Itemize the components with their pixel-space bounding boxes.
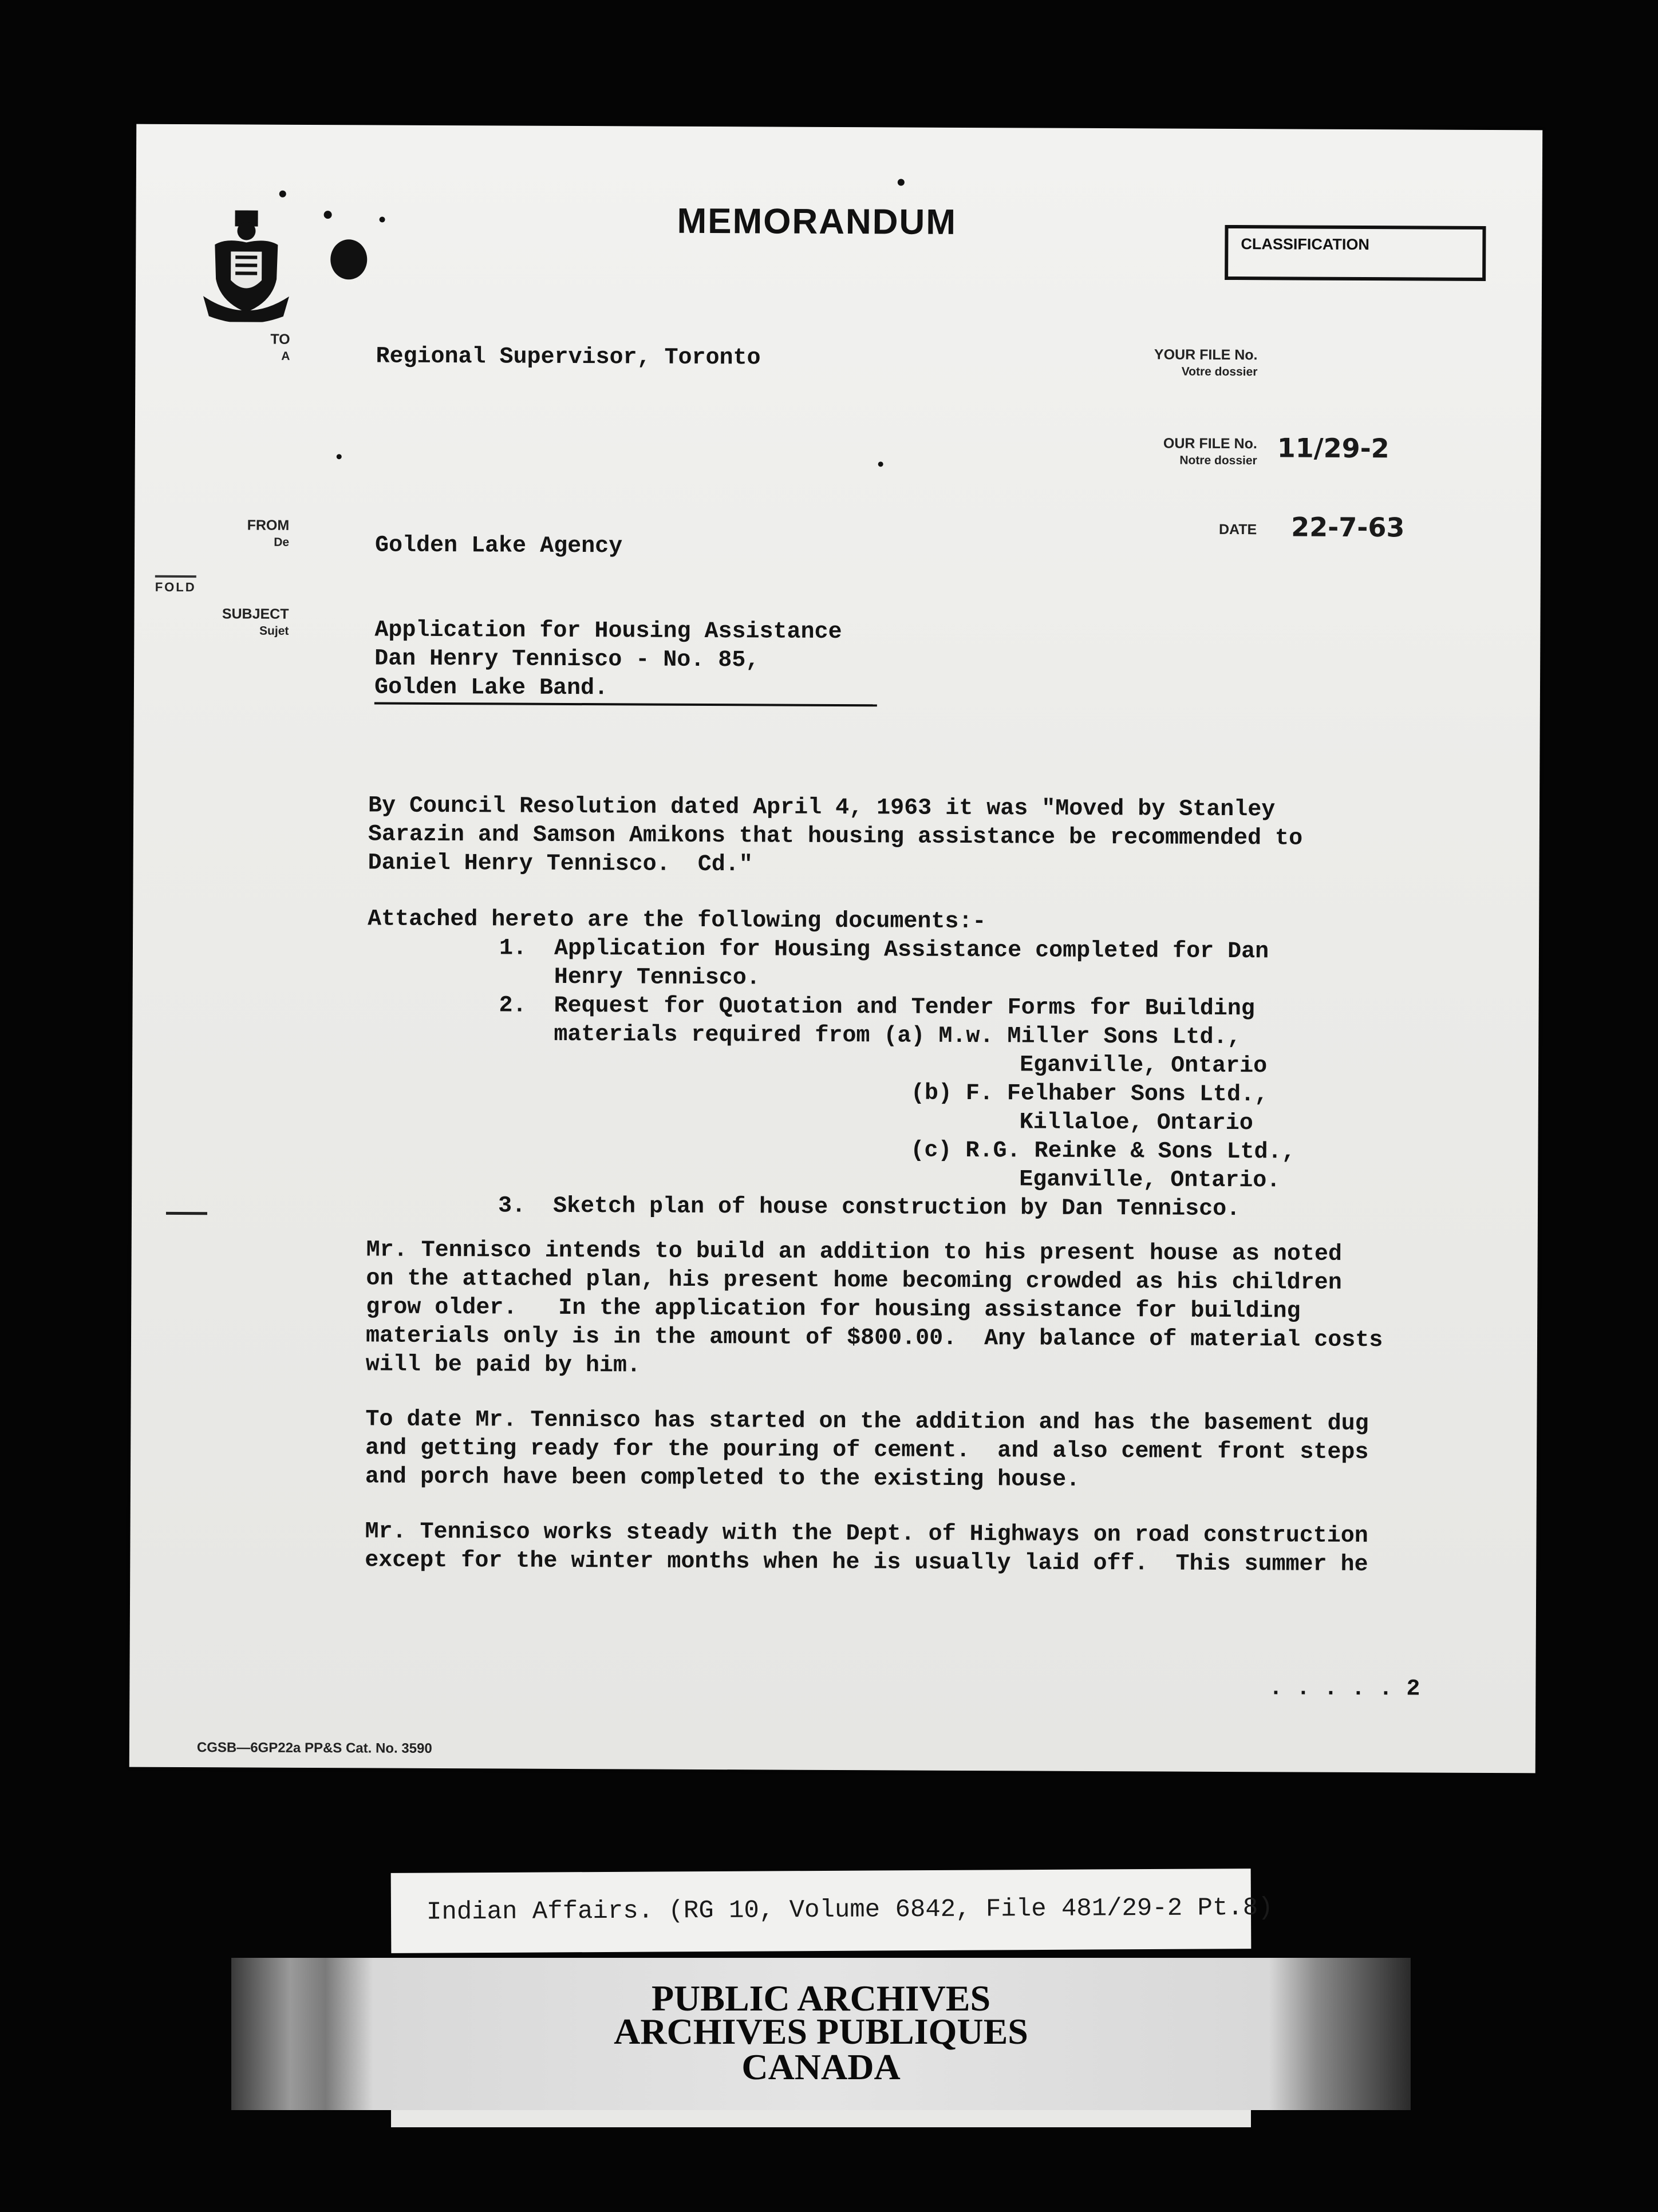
attachments-list [366, 934, 1384, 1224]
ink-spot [337, 454, 342, 459]
body-line: Sarazin and Samson Amikons that housing assistance be recommended to [368, 821, 1303, 852]
public-archives-stamp [231, 1958, 1411, 2110]
ink-spot [898, 179, 905, 185]
our-file-label: OUR FILE No. Notre dossier [1163, 435, 1257, 468]
body-line: except for the winter months when he is usually laid off. This summer he [365, 1547, 1368, 1578]
subject-block [374, 616, 878, 706]
your-file-label: YOUR FILE No. Votre dossier [1154, 346, 1258, 379]
stamp-line: CANADA [741, 2047, 901, 2087]
list-item: 3. Sketch plan of house construction by Dan Tennisco. [498, 1193, 1241, 1223]
from-value: Golden Lake Agency [374, 532, 623, 560]
list-item: Eganville, Ontario [1020, 1052, 1268, 1080]
list-item: Killaloe, Ontario [1019, 1109, 1253, 1137]
body-line: and getting ready for the pouring of cement. and also cement front steps [365, 1435, 1369, 1466]
ink-spot [279, 191, 286, 198]
list-item: Eganville, Ontario. [1019, 1167, 1281, 1194]
list-item: (c) R.G. Reinke & Sons Ltd., [910, 1137, 1296, 1166]
memo-title: MEMORANDUM [677, 201, 957, 242]
body-line: will be paid by him. [365, 1352, 641, 1379]
body-line: To date Mr. Tennisco has started on the addition and has the basement dug [365, 1407, 1369, 1437]
memo-body [365, 792, 1385, 1579]
subject-line: Dan Henry Tennisco - No. 85, [374, 646, 760, 674]
margin-dash [166, 1212, 207, 1215]
ink-spot [324, 211, 332, 219]
date-value: 22-7-63 [1291, 511, 1405, 543]
stamp-strip-bottom [391, 2110, 1251, 2127]
body-line: Daniel Henry Tennisco. Cd." [368, 850, 753, 878]
fold-mark: FOLD [155, 575, 196, 595]
classification-box [1225, 225, 1486, 281]
list-item: 2. Request for Quotation and Tender Forms for Building [499, 993, 1255, 1022]
list-item: 1. Application for Housing Assistance completed for Dan [499, 935, 1269, 965]
date-label: DATE [1218, 521, 1257, 538]
stamp-line: ARCHIVES PUBLIQUES [614, 2011, 1028, 2052]
archive-reference: Indian Affairs. (RG 10, Volume 6842, File 481/29-2 Pt.8) [426, 1893, 1273, 1927]
stamp-line: PUBLIC ARCHIVES [651, 1978, 991, 2019]
from-label: FROM De [247, 517, 290, 549]
subject-label: SUBJECT Sujet [222, 606, 289, 638]
form-code: CGSB—6GP22a PP&S Cat. No. 3590 [196, 1740, 432, 1756]
to-label: TO A [270, 331, 290, 363]
body-line: Attached hereto are the following documents:- [368, 906, 986, 935]
ink-spot [878, 461, 883, 467]
our-file-value: 11/29-2 [1277, 432, 1389, 464]
ink-spot [380, 217, 385, 223]
memorandum-sheet [129, 124, 1542, 1773]
body-line: Mr. Tennisco intends to build an addition to his present house as noted [366, 1237, 1343, 1267]
archive-reference-tag [391, 1869, 1273, 1953]
subject-line: Application for Housing Assistance [374, 617, 842, 646]
body-line: Mr. Tennisco works steady with the Dept. of Highways on road construction [365, 1519, 1368, 1550]
body-line: By Council Resolution dated April 4, 1963 it was "Moved by Stanley [368, 793, 1276, 823]
list-item: Henry Tennisco. [499, 964, 760, 992]
classification-label: CLASSIFICATION [1241, 235, 1369, 254]
to-value: Regional Supervisor, Toronto [376, 343, 761, 372]
body-line: grow older. In the application for housing assistance for building [366, 1294, 1301, 1325]
list-item: (b) F. Felhaber Sons Ltd., [910, 1080, 1269, 1108]
body-line: materials only is in the amount of $800.00. Any balance of material costs [365, 1323, 1383, 1354]
list-item: materials required from (a) M.w. Miller Sons Ltd., [499, 1021, 1241, 1051]
coat-of-arms-icon [203, 210, 290, 322]
continued-page-marker: . . . . . 2 [1269, 1676, 1420, 1703]
body-line: and porch have been completed to the existing house. [365, 1464, 1080, 1493]
ink-spot [330, 239, 367, 279]
body-line: on the attached plan, his present home becoming crowded as his children [366, 1266, 1342, 1296]
subject-line: Golden Lake Band. [374, 673, 877, 706]
